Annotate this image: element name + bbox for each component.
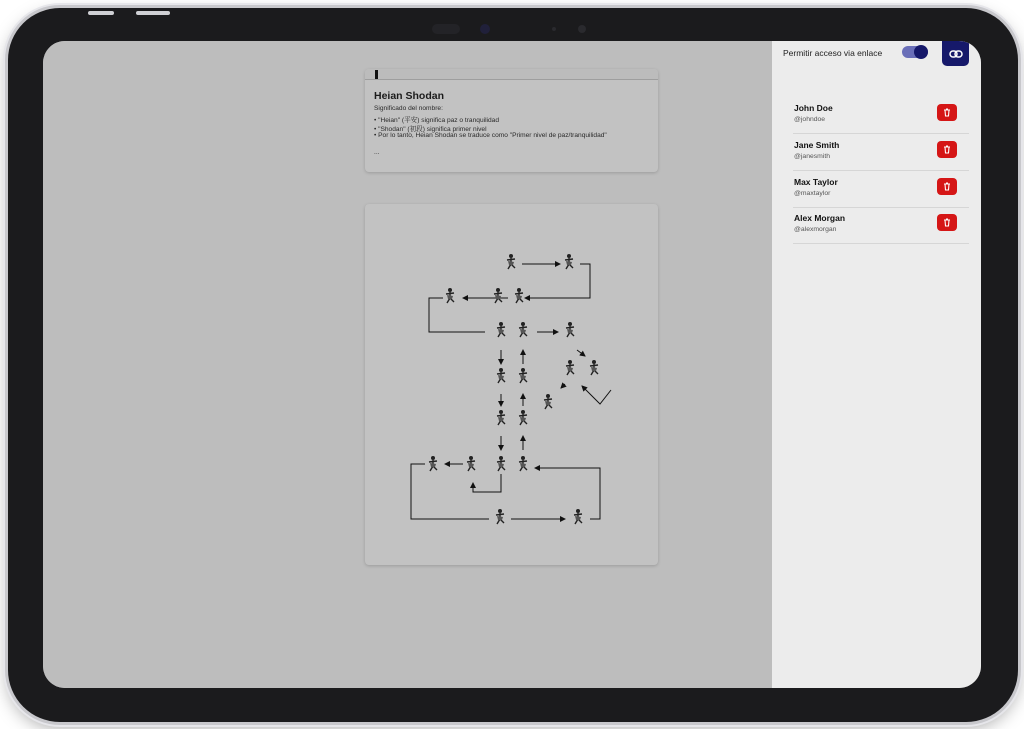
kata-diagram-card[interactable] [365,204,658,565]
share-panel [772,41,981,688]
trash-icon [943,145,951,154]
delete-user-button[interactable] [937,214,957,231]
user-handle: @maxtaylor [794,190,831,197]
main-area-dimmed [43,41,772,688]
note-line: • Por lo tanto, Heian Shodan se traduce como "Primer nivel de paz/tranquilidad" [374,132,607,139]
note-line: • "Shodan" (初段) significa primer nivel [374,126,487,133]
kata-figures [429,254,598,524]
hardware-button [88,11,114,15]
user-name: Jane Smith [794,140,840,150]
trash-icon [943,218,951,227]
share-link-toggle[interactable] [902,46,928,58]
note-line: • "Heian" (平安) significa paz o tranquilidad [374,117,500,124]
user-name: Max Taylor [794,177,838,187]
delete-user-button[interactable] [937,141,957,158]
user-row [793,171,969,208]
screen [43,41,981,688]
link-icon [949,49,963,59]
user-row [793,207,969,244]
text-cursor [375,70,378,79]
note-toolbar [365,69,658,80]
note-line: Significado del nombre: [374,105,443,112]
delete-user-button[interactable] [937,104,957,121]
copy-link-button[interactable] [942,41,969,66]
hardware-button [136,11,170,15]
user-name: John Doe [794,103,833,113]
user-handle: @alexmorgan [794,226,837,233]
delete-user-button[interactable] [937,178,957,195]
user-name: Alex Morgan [794,213,846,223]
user-row [793,134,969,171]
user-row [793,97,969,134]
user-handle: @johndoe [794,116,826,123]
user-handle: @janesmith [794,153,830,160]
trash-icon [943,108,951,117]
trash-icon [943,182,951,191]
share-link-label: Permitir acceso via enlace [783,48,883,58]
note-title: Heian Shodan [374,90,445,102]
note-card[interactable] [365,69,658,172]
note-line: ... [374,149,380,156]
toggle-knob [914,45,928,59]
kata-diagram [365,204,658,565]
camera-bar [418,20,618,40]
